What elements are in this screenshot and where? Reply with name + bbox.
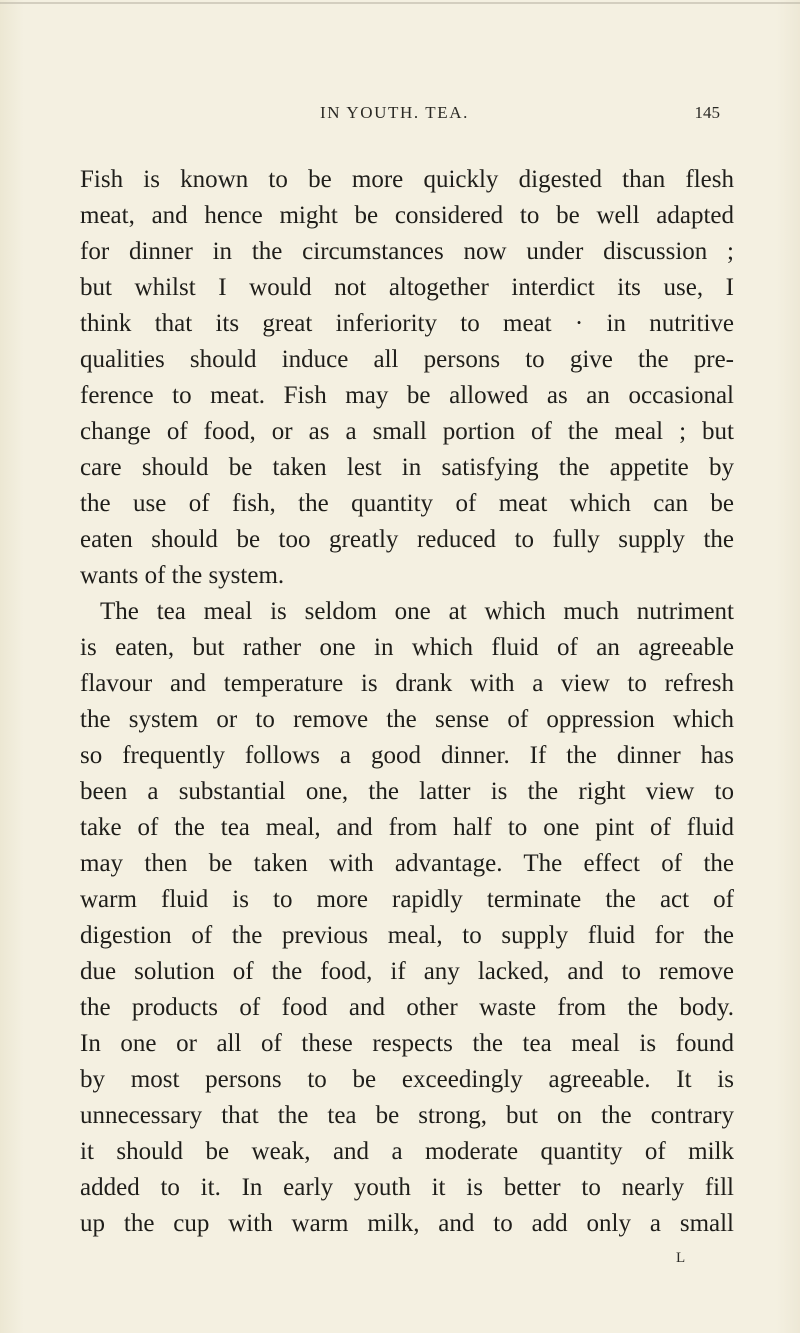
text-line: unnecessary that the tea be strong, but on the contrary xyxy=(80,1102,734,1129)
text-line: due solution of the food, if any lacked, and to remove xyxy=(80,958,734,985)
signature-mark: L xyxy=(676,1250,686,1266)
top-edge-rule xyxy=(0,2,800,4)
text-line: care should be taken lest in satisfying the appetite by xyxy=(80,454,734,481)
running-title: IN YOUTH. TEA. xyxy=(320,103,469,122)
text-line: is eaten, but rather one in which fluid of an agreeable xyxy=(80,634,734,661)
text-line: The tea meal is seldom one at which much nutriment xyxy=(100,598,734,625)
text-line: think that its great inferiority to meat · in nutritive xyxy=(80,310,734,337)
text-line: take of the tea meal, and from half to one pint of fluid xyxy=(80,814,734,841)
text-line: the products of food and other waste from the body. xyxy=(80,994,734,1021)
text-line: flavour and temperature is drank with a view to refresh xyxy=(80,670,734,697)
text-line: change of food, or as a small portion of the meal ; but xyxy=(80,418,734,445)
text-line: the system or to remove the sense of oppression which xyxy=(80,706,734,733)
text-line: wants of the system. xyxy=(80,562,285,589)
text-line: Fish is known to be more quickly digested than flesh xyxy=(80,166,734,193)
text-line: may then be taken with advantage. The effect of the xyxy=(80,850,734,877)
text-line: qualities should induce all persons to give the pre- xyxy=(80,346,734,373)
text-line: up the cup with warm milk, and to add only a small xyxy=(80,1210,734,1237)
text-line: ference to meat. Fish may be allowed as an occasional xyxy=(80,382,734,409)
page-number: 145 xyxy=(694,103,720,122)
text-line: it should be weak, and a moderate quantity of milk xyxy=(80,1138,734,1165)
text-line: so frequently follows a good dinner. If the dinner has xyxy=(80,742,734,769)
text-line: added to it. In early youth it is better to nearly fill xyxy=(80,1174,734,1201)
text-line: digestion of the previous meal, to supply fluid for the xyxy=(80,922,734,949)
text-line: been a substantial one, the latter is the right view to xyxy=(80,778,734,805)
text-line: by most persons to be exceedingly agreeable. It is xyxy=(80,1066,734,1093)
running-head xyxy=(0,103,800,133)
text-line: the use of fish, the quantity of meat which can be xyxy=(80,490,734,517)
text-line: for dinner in the circumstances now under discussion ; xyxy=(80,238,734,265)
text-line: but whilst I would not altogether interdict its use, I xyxy=(80,274,734,301)
text-line: meat, and hence might be considered to be well adapted xyxy=(80,202,734,229)
text-line: eaten should be too greatly reduced to fully supply the xyxy=(80,526,734,553)
text-line: warm fluid is to more rapidly terminate the act of xyxy=(80,886,734,913)
text-line: In one or all of these respects the tea meal is found xyxy=(80,1030,734,1057)
